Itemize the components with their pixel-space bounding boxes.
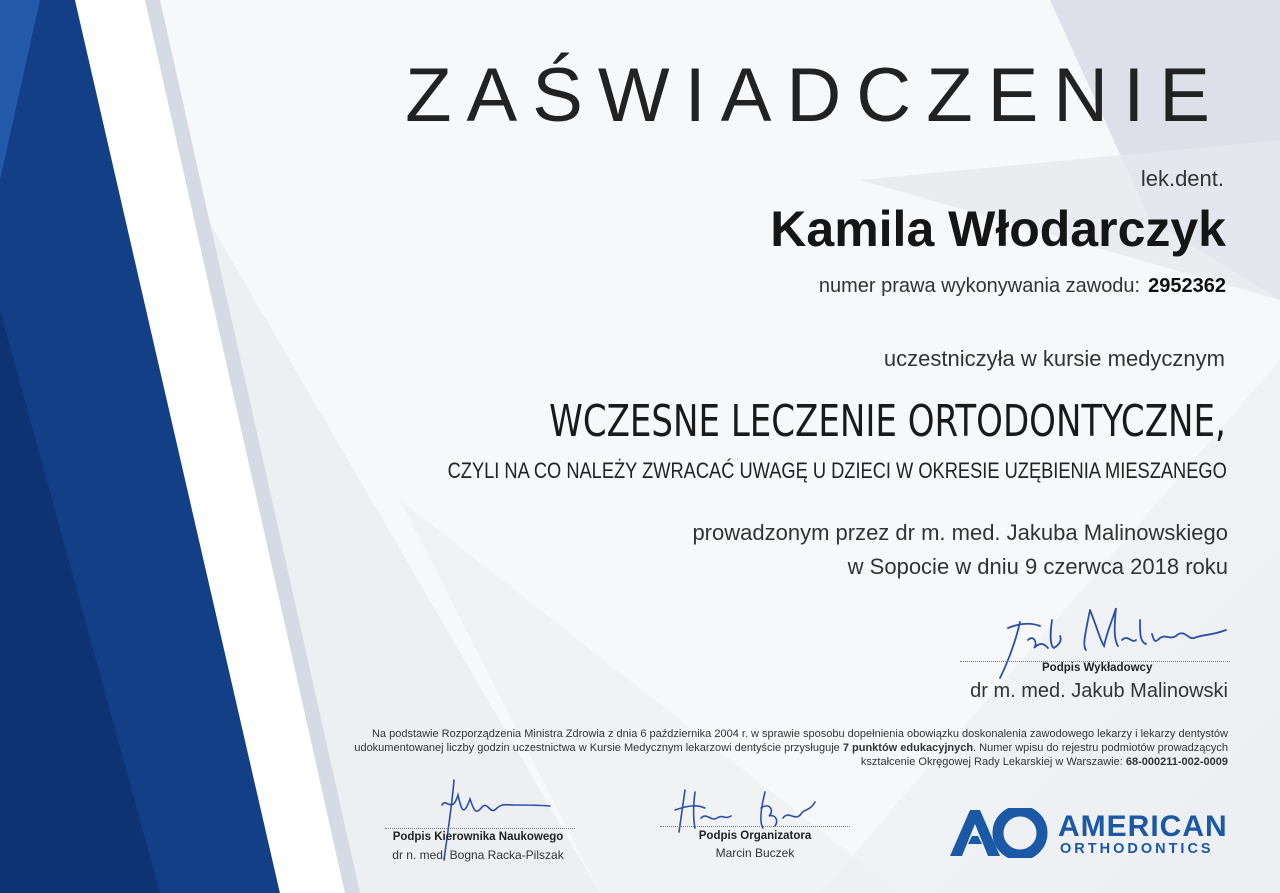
certificate-title: ZAŚWIADCZENIE bbox=[405, 53, 1225, 138]
scientific-head-caption: Podpis Kierownika Naukowego bbox=[392, 831, 564, 843]
course-lecturer-line: prowadzonym przez dr m. med. Jakuba Malinowskiego bbox=[692, 520, 1228, 545]
recipient-title-prefix: lek.dent. bbox=[1140, 166, 1224, 191]
lecturer-name: dr m. med. Jakub Malinowski bbox=[970, 680, 1228, 702]
recipient-name: Kamila Włodarczyk bbox=[770, 201, 1226, 257]
logo-text-american: AMERICAN bbox=[1058, 810, 1228, 843]
legal-text-part1: Na podstawie Rozporządzenia Ministra Zdrowia z dnia 6 października 2004 r. w sprawie sposobu dopełnienia obowiązku doskonalenia zawodowego lekarzy i lekarzy dentystów udokumentowanej liczby godzin uczestnictwa w Kursie Medycznym lekarzowi dentyście przysługuje bbox=[354, 728, 1228, 754]
lecturer-signature-caption: Podpis Wykładowcy bbox=[1042, 662, 1153, 674]
organizer-signature-line bbox=[660, 826, 850, 827]
education-points: 7 punktów edukacyjnych bbox=[842, 742, 974, 754]
ao-logo-mark-icon bbox=[948, 808, 1048, 858]
license-label: numer prawa wykonywania zawodu: bbox=[818, 275, 1141, 297]
legal-text-part2: . Numer wpisu do rejestru podmiotów prowadzących kształcenie Okręgowej Rady Lekarskiej w Warszawie: bbox=[860, 742, 1228, 768]
american-orthodontics-logo bbox=[948, 808, 1238, 858]
course-title: WCZESNE LECZENIE ORTODONTYCZNE, bbox=[549, 396, 1226, 447]
organizer-name: Marcin Buczek bbox=[715, 846, 795, 860]
participation-text: uczestniczyła w kursie medycznym bbox=[883, 346, 1225, 371]
license-line bbox=[819, 275, 1226, 298]
logo-text-orthodontics: ORTHODONTICS bbox=[1060, 841, 1214, 857]
organizer-caption: Podpis Organizatora bbox=[698, 830, 812, 842]
legal-notice bbox=[328, 727, 1228, 769]
scientific-head-signature-line bbox=[385, 828, 575, 829]
course-subtitle: CZYLI NA CO NALEŻY ZWRACAĆ UWAGĘ U DZIECI W OKRESIE UZĘBIENIA MIESZANEGO bbox=[447, 458, 1227, 483]
registry-number: 68-000211-002-0009 bbox=[1125, 756, 1228, 768]
license-number: 2952362 bbox=[1148, 275, 1226, 297]
course-place-date: w Sopocie w dniu 9 czerwca 2018 roku bbox=[847, 554, 1228, 579]
scientific-head-name: dr n. med. Bogna Racka-Pilszak bbox=[392, 848, 564, 862]
